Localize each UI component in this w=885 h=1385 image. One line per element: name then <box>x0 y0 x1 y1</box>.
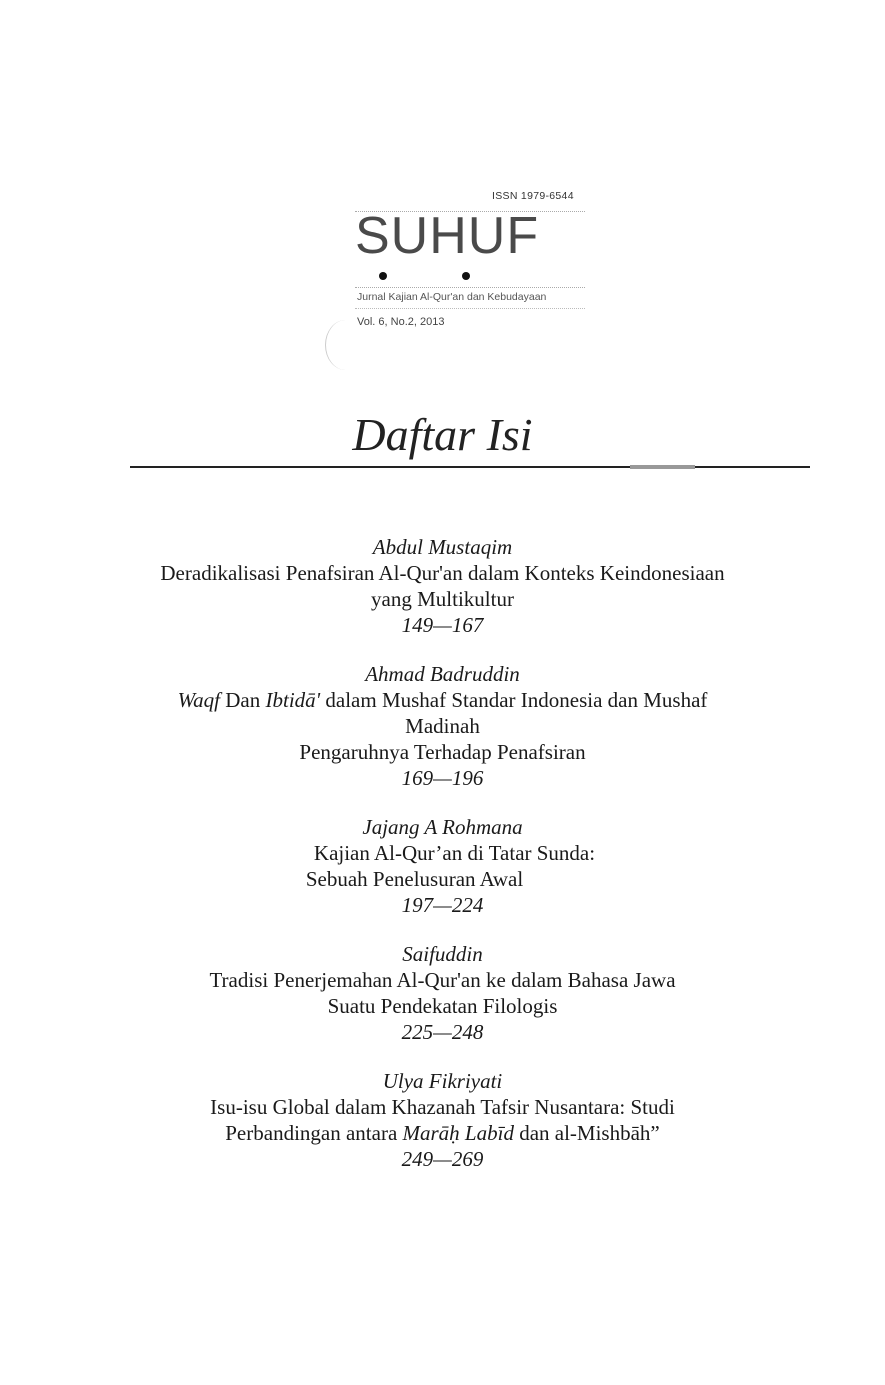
entry-pages: 149—167 <box>401 613 484 637</box>
journal-subtitle: Jurnal Kajian Al-Qur'an dan Kebudayaan <box>357 291 547 303</box>
entry-title-text: dan al-Mishbāh” <box>513 1121 660 1145</box>
entry-author: Ahmad Badruddin <box>365 662 520 686</box>
entry-title-line: Isu-isu Global dalam Khazanah Tafsir Nusantara: Studi <box>210 1095 675 1119</box>
table-of-contents <box>0 534 885 1195</box>
journal-logo: SUHUF <box>355 207 540 265</box>
issn-number: ISSN 1979-6544 <box>492 190 574 202</box>
entry-title-line: Suatu Pendekatan Filologis <box>327 994 558 1018</box>
entry-title-text: Perbandingan antara <box>225 1121 403 1145</box>
entry-title-line: Pengaruhnya Terhadap Penafsiran <box>299 740 586 764</box>
title-rule-accent <box>630 465 695 469</box>
entry-title-text: Dan <box>220 688 266 712</box>
entry-author: Ulya Fikriyati <box>382 1069 503 1093</box>
entry-title-text: dalam Mushaf Standar Indonesia dan Mushaf <box>320 688 708 712</box>
dotted-divider-middle <box>355 287 585 288</box>
entry-title-line: Tradisi Penerjemahan Al-Qur'an ke dalam Bahasa Jawa <box>209 968 676 992</box>
entry-pages: 197—224 <box>401 893 484 917</box>
toc-entry <box>0 814 885 918</box>
entry-title-italic: Ibtidā' <box>265 688 321 712</box>
title-rule <box>130 466 810 468</box>
toc-entry <box>0 661 885 791</box>
entry-title-line <box>0 1120 885 1146</box>
logo-dot-right <box>462 272 470 280</box>
toc-entry <box>0 941 885 1045</box>
entry-author: Jajang A Rohmana <box>362 815 523 839</box>
entry-title-italic: Marāḥ Labīd <box>402 1121 514 1145</box>
entry-title-line: Kajian Al-Qur’an di Tatar Sunda: <box>313 841 596 865</box>
toc-entry <box>0 534 885 638</box>
page-title: Daftar Isi <box>352 409 533 460</box>
entry-pages: 169—196 <box>401 766 484 790</box>
entry-author: Abdul Mustaqim <box>372 535 513 559</box>
entry-title-line: Sebuah Penelusuran Awal <box>305 867 524 891</box>
logo-dot-left <box>379 272 387 280</box>
entry-title-italic: Waqf <box>177 688 220 712</box>
entry-pages: 225—248 <box>401 1020 484 1044</box>
scan-smudge <box>325 320 366 370</box>
entry-pages: 249—269 <box>401 1147 484 1171</box>
journal-volume: Vol. 6, No.2, 2013 <box>357 316 445 328</box>
entry-title-line: yang Multikultur <box>371 587 514 611</box>
toc-entry <box>0 1068 885 1172</box>
entry-title-line: Madinah <box>405 714 480 738</box>
entry-title-line <box>0 687 885 713</box>
entry-title-line: Deradikalisasi Penafsiran Al-Qur'an dalam Konteks Keindonesiaan <box>160 561 725 585</box>
dotted-divider-bottom <box>355 308 585 309</box>
entry-author: Saifuddin <box>402 942 483 966</box>
